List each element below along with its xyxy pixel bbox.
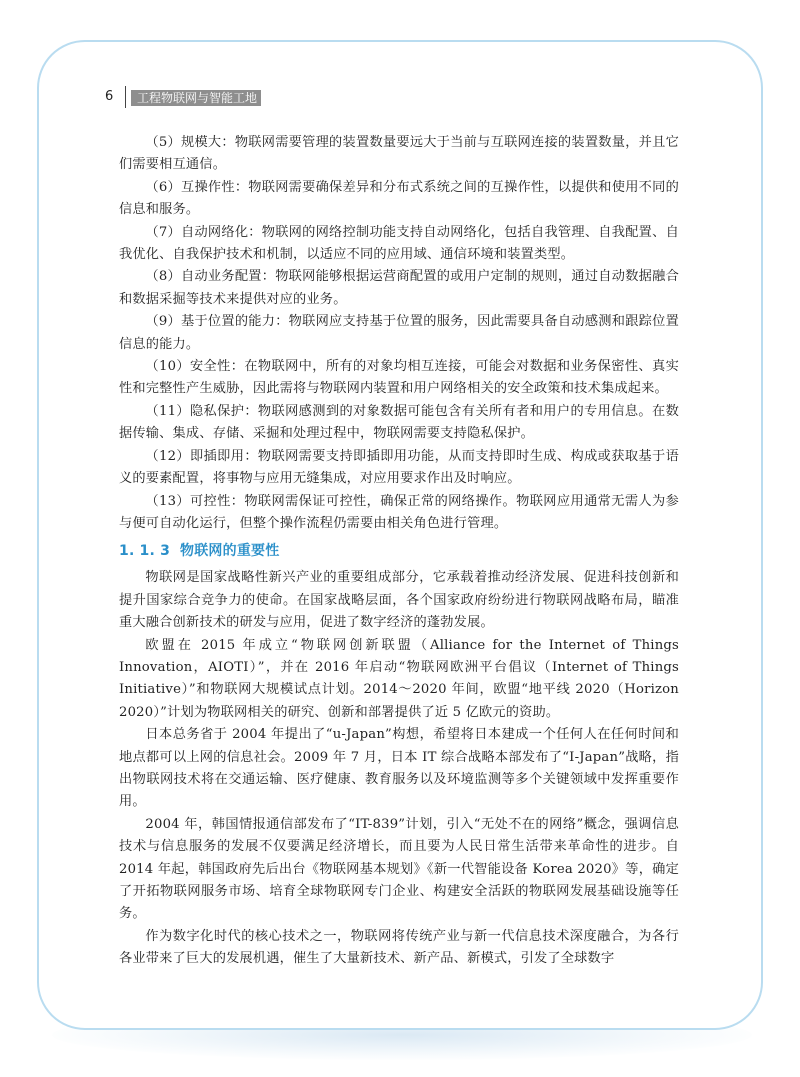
- paragraph-national-strategy: 物联网是国家战略性新兴产业的重要组成部分，它承载着推动经济发展、促进科技创新和提升国家综合竞争力的使命。在国家战略层面，各个国家政府纷纷进行物联网战略布局，瞄准重大融合创新技术的研发与应用，促进了数字经济的蓬勃发展。: [119, 570, 679, 631]
- running-header: [39, 42, 761, 112]
- page-body: [119, 132, 679, 971]
- list-item-10: （10）安全性：在物联网中，所有的对象均相互连接，可能会对数据和业务保密性、真实性和完整性产生威胁，因此需将与物联网内装置和用户网络相关的安全政策和技术集成起来。: [119, 359, 679, 397]
- section-heading: [119, 540, 679, 562]
- list-item-5: （5）规模大：物联网需要管理的装置数量要远大于当前与互联网连接的装置数量，并且它们需要相互通信。: [119, 135, 679, 173]
- book-title-tab: 工程物联网与智能工地: [131, 90, 261, 106]
- list-item-8: （8）自动业务配置：物联网能够根据运营商配置的或用户定制的规则，通过自动数据融合和数据采掘等技术来提供对应的业务。: [119, 269, 679, 307]
- list-item-13: （13）可控性：物联网需保证可控性，确保正常的网络操作。物联网应用通常无需人为参与便可自动化运行，但整个操作流程仍需要由相关角色进行管理。: [119, 493, 679, 531]
- section-title: 物联网的重要性: [180, 543, 280, 560]
- paragraph-digital-era: 作为数字化时代的核心技术之一，物联网将传统产业与新一代信息技术深度融合，为各行各业带来了巨大的发展机遇，催生了大量新技术、新产品、新模式，引发了全球数字: [119, 928, 679, 967]
- book-page: [37, 40, 763, 1030]
- paragraph-eu: 欧盟在 2015 年成立“物联网创新联盟（Alliance for the Internet of Things Innovation，AIOTI）”，并在 2016 年启动“物联网欧洲平台倡议（Internet of Things Initiative）”和物联网大规模试点计划。2014～2020 年间，欧盟“地平线 2020（Horizon 2020）”计划为物联网相关的研究、创新和部署提供了近 5 亿欧元的资助。: [119, 637, 680, 720]
- paragraph-korea: 2004 年，韩国情报通信部发布了“IT-839”计划，引入“无处不在的网络”概念，强调信息技术与信息服务的发展不仅要满足经济增长，而且要为人民日常生活带来革命性的进步。自 2014 年起，韩国政府先后出台《物联网基本规划》《新一代智能设备 Korea 2020》等，确定了开拓物联网服务市场、培育全球物联网专门企业、构建安全活跃的物联网发展基础设施等任务。: [119, 816, 679, 922]
- list-item-12: （12）即插即用：物联网需要支持即插即用功能，从而支持即时生成、构成或获取基于语义的要素配置，将事物与应用无缝集成，对应用要求作出及时响应。: [119, 448, 679, 487]
- header-divider: [125, 86, 126, 108]
- page-number: 6: [105, 89, 114, 104]
- list-item-6: （6）互操作性：物联网需要确保差异和分布式系统之间的互操作性，以提供和使用不同的信息和服务。: [119, 179, 679, 218]
- list-item-9: （9）基于位置的能力：物联网应支持基于位置的服务，因此需要具备自动感测和跟踪位置信息的能力。: [119, 314, 679, 352]
- section-number: 1. 1. 3: [119, 543, 171, 560]
- list-item-7: （7）自动网络化：物联网的网络控制功能支持自动网络化，包括自我管理、自我配置、自我优化、自我保护技术和机制，以适应不同的应用域、通信环境和装置类型。: [119, 224, 679, 263]
- list-item-11: （11）隐私保护：物联网感测到的对象数据可能包含有关所有者和用户的专用信息。在数据传输、集成、存储、采掘和处理过程中，物联网需要支持隐私保护。: [119, 403, 679, 442]
- paragraph-japan: 日本总务省于 2004 年提出了“u-Japan”构想，希望将日本建成一个任何人在任何时间和地点都可以上网的信息社会。2009 年 7 月，日本 IT 综合战略本部发布了“I-Japan”战略，指出物联网技术将在交通运输、医疗健康、教育服务以及环境监测等多个关键领域中发挥重要作用。: [119, 727, 679, 810]
